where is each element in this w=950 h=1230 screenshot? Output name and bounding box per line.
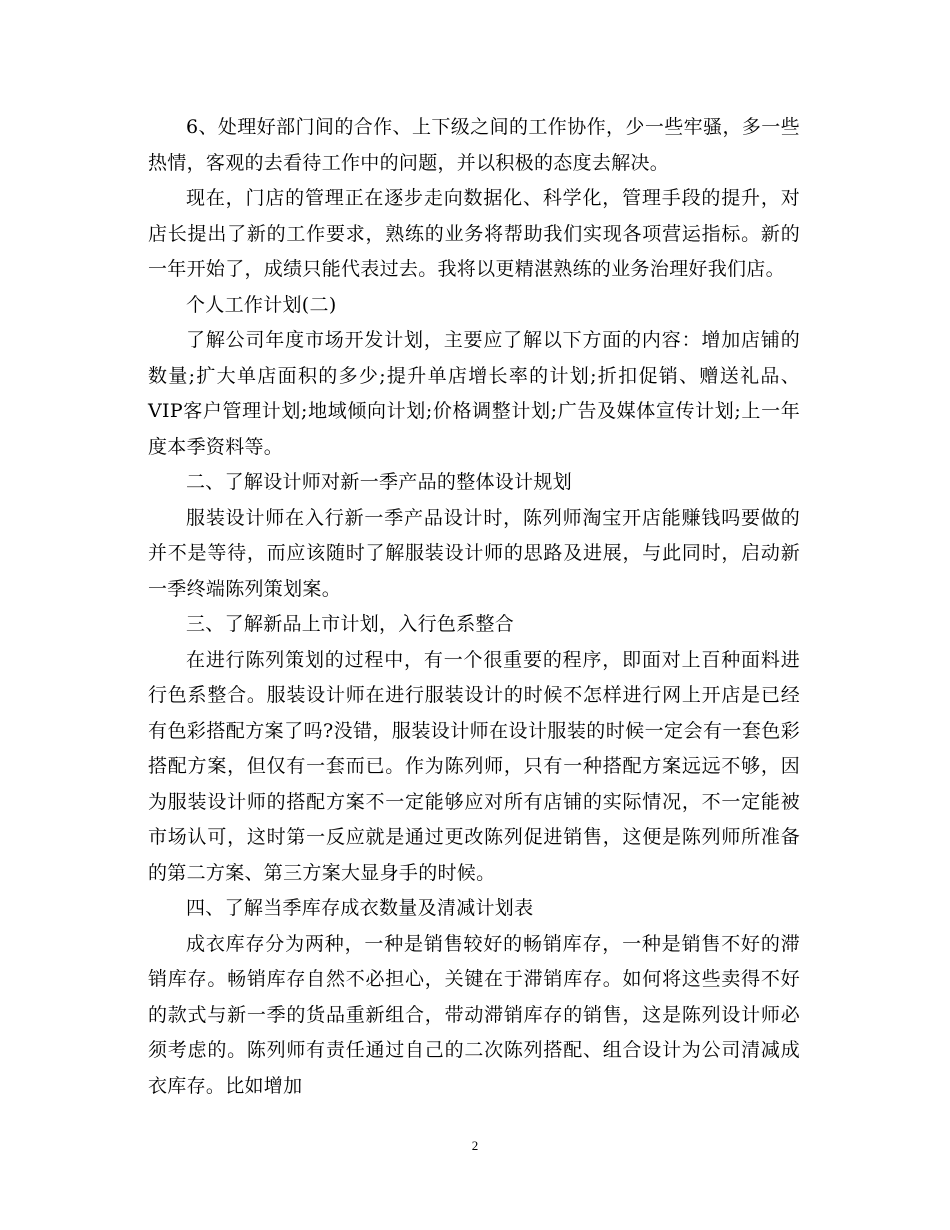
section-heading-4: 四、了解当季库存成衣数量及清减计划表 (186, 897, 534, 919)
paragraph-inventory: 成衣库存分为两种，一种是销售较好的畅销库存，一种是销售不好的滞销库存。畅销库存自然不必担心，关键在于滞销库存。如何将这些卖得不好的款式与新一季的货品重新组合，带动滞销库存的销售，这是陈列设计师必须考虑的。陈列师有责任通过自己的二次陈列搭配、组合设计为公司清减成衣库存。比如增加 (148, 932, 800, 1097)
paragraph-designer-plan: 服装设计师在入行新一季产品设计时，陈列师淘宝开店能赚钱吗要做的并不是等待，而应该随时了解服装设计师的思路及进展，与此同时，启动新一季终端陈列策划案。 (148, 506, 800, 600)
paragraph-item-6: 6、处理好部门间的合作、上下级之间的工作协作，少一些牢骚，多一些热情，客观的去看待工作中的问题，并以积极的态度去解决。 (148, 116, 800, 174)
page-number: 2 (471, 1138, 479, 1153)
section-heading-3: 三、了解新品上市计划，入行色系整合 (186, 613, 515, 635)
document-body (148, 110, 800, 1104)
paragraph-market-plan: 了解公司年度市场开发计划，主要应了解以下方面的内容：增加店铺的数量;扩大单店面积的多少;提升单店增长率的计划;折扣促销、赠送礼品、VIP客户管理计划;地域倾向计划;价格调整计划;广告及媒体宣传计划;上一年度本季资料等。 (148, 329, 800, 458)
paragraph-color-integration: 在进行陈列策划的过程中，有一个很重要的程序，即面对上百种面料进行色系整合。服装设计师在进行服装设计的时候不怎样进行网上开店是已经有色彩搭配方案了吗?没错，服装设计师在设计服装的时候一定会有一套色彩搭配方案，但仅有一套而已。作为陈列师，只有一种搭配方案远远不够，因为服装设计师的搭配方案不一定能够应对所有店铺的实际情况，不一定能被市场认可，这时第一反应就是通过更改陈列促进销售，这便是陈列师所准备的第二方案、第三方案大显身手的时候。 (148, 648, 800, 884)
paragraph-store-management: 现在，门店的管理正在逐步走向数据化、科学化，管理手段的提升，对店长提出了新的工作要求，熟练的业务将帮助我们实现各项营运指标。新的一年开始了，成绩只能代表过去。我将以更精湛熟练的业务治理好我们店。 (148, 187, 800, 280)
section-heading-2: 二、了解设计师对新一季产品的整体设计规划 (186, 471, 573, 493)
section-title-work-plan-2: 个人工作计划(二) (186, 293, 337, 316)
